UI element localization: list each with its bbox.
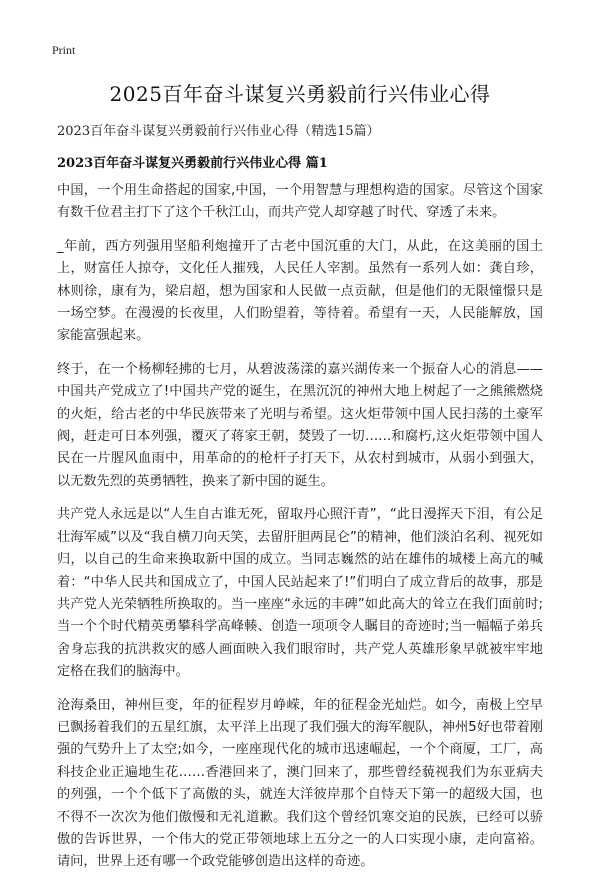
paragraph: _年前，西方列强用坚船利炮撞开了古老中国沉重的大门，从此，在这美丽的国土上，财富任人掠夺，文化任人摧残，人民任人宰割。虽然有一系列人如：龚自珍，林则徐，康有为，梁启超，想为国家和人民做一点贡献，但是他们的无限憧憬只是一场空梦。在漫漫的长夜里，人们盼望着，等待着。希望有一天，人民能解放，国家能富强起来。 — [57, 238, 543, 344]
section-heading: 2023百年奋斗谋复兴勇毅前行兴伟业心得 篇1 — [57, 156, 328, 171]
document-subtitle: 2023百年奋斗谋复兴勇毅前行兴伟业心得（精选15篇） — [57, 124, 380, 139]
document-body — [57, 180, 543, 885]
paragraph: 中国，一个用生命搭起的国家,中国，一个用智慧与理想构造的国家。尽管这个国家有数千位君主打下了这个千秋江山，而共产党人却穿越了时代、穿透了未来。 — [57, 183, 543, 221]
document-title: 2025百年奋斗谋复兴勇毅前行兴伟业心得 — [109, 82, 491, 106]
print-label: Print — [52, 43, 76, 57]
paragraph: 终于，在一个杨柳轻拂的七月，从碧波荡漾的嘉兴湖传来一个振奋人心的消息——中国共产党成立了!中国共产党的诞生，在黑沉沉的神州大地上树起了一之熊熊燃烧的火炬，给古老的中华民族带来了光明与希望。这火炬带领中国人民扫荡的土豪军阀，赶走可日本列强，覆灭了蒋家王朝，焚毁了一切……和腐朽,这火炬带领中国人民在一片腥风血雨中，用革命的的枪杆子打天下，从农村到城市，从弱小到强大，以无数先烈的英勇牺牲，换来了新中国的诞生。 — [57, 361, 543, 489]
paragraph: 共产党人永远是以“人生自古谁无死，留取丹心照汗青”，“此日漫挥天下泪，有公足壮海军威”以及“我自横刀向天笑，去留肝胆两昆仑”的精神，他们淡泊名利、视死如归，以自己的生命来换取新中国的成立。当同志巍然的站在雄伟的城楼上高亢的喊着：“中华人民共和国成立了，中国人民站起来了!”们明白了成立背后的故事，那是共产党人光荣牺牲所换取的。当一座座“永远的丰碑”如此高大的耸立在我们面前时;当一个个时代精英勇攀科学高峰輳、创造一项项令人瞩目的奇迹时;当一幅幅子弟兵舍身忘我的抗洪救灾的感人画面映入我们眼帘时，共产党人英雄形象早就被牢牢地定格在我们的脑海中。 — [57, 507, 543, 680]
paragraph: 沧海桑田，神州巨变，年的征程岁月峥嵘，年的征程金光灿烂。如今，南极上空早已飘扬着我们的五星红旗，太平洋上出现了我们强大的海军舰队，神州5好也带着刚强的气势升上了太空;如今，一座座现代化的城市迅速崛起，一个个商厦，工厂，高科技企业正遍地生花……香港回来了，澳门回来了，那些曾经藐视我们为东亚病夫的列强，一个个低下了高傲的头，就连大洋彼岸那个自恃天下第一的超级大国，也不得不一次次为他们傲慢和无礼道歉。我们这个曾经饥寒交迫的民族，已经可以骄傲的告诉世界，一个伟大的党正带领地球上五分之一的人口实现小康，走向富裕。请问，世界上还有哪一个政党能够创造出这样的奇迹。 — [57, 697, 543, 870]
